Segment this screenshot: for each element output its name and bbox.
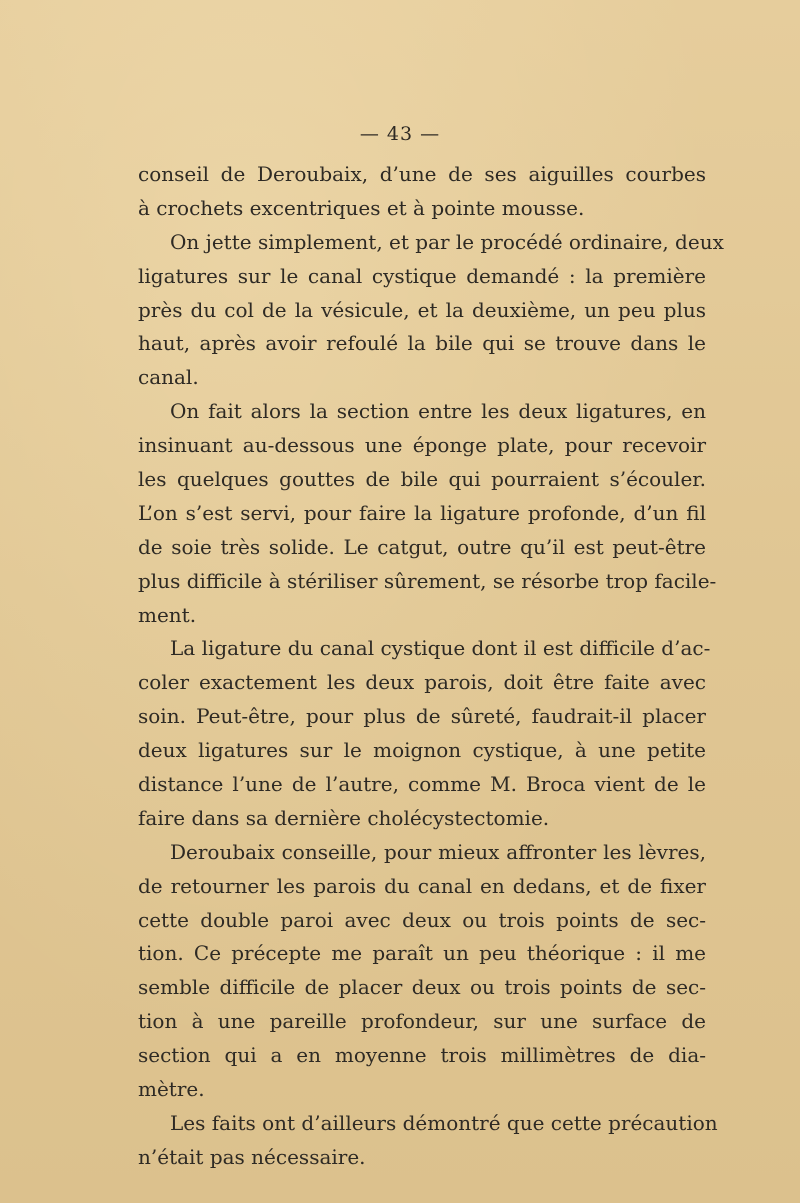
text-line: coler exactement les deux parois, doit être faite avec <box>138 670 706 695</box>
text-line: soin. Peut-être, pour plus de sûreté, faudrait-il placer <box>138 704 706 729</box>
text-line: faire dans sa dernière cholécystectomie. <box>138 805 550 830</box>
text-line: ligatures sur le canal cystique demandé : la première <box>138 263 706 288</box>
text-line: On fait alors la section entre les deux ligatures, en <box>170 399 706 424</box>
text-line: distance l’une de l’autre, comme M. Broca vient de le <box>138 772 706 797</box>
text-line: deux ligatures sur le moignon cystique, à une petite <box>138 738 706 763</box>
text-line: tion. Ce précepte me paraît un peu théorique : il me <box>138 941 706 966</box>
text-line: section qui a en moyenne trois millimètres de dia- <box>138 1043 706 1068</box>
text-line: insinuant au-dessous une éponge plate, pour recevoir <box>138 433 706 458</box>
text-line: à crochets excentriques et à pointe mousse. <box>138 195 585 220</box>
text-line: ment. <box>138 602 197 627</box>
text-line: haut, après avoir refoulé la bile qui se trouve dans le <box>138 331 706 356</box>
text-line: cette double paroi avec deux ou trois points de sec- <box>138 907 706 932</box>
text-line: les quelques gouttes de bile qui pourraient s’écouler. <box>138 467 706 492</box>
page-number: — 43 — <box>359 123 441 145</box>
text-line: Deroubaix conseille, pour mieux affronter les lèvres, <box>170 839 706 864</box>
text-line: plus difficile à stériliser sûrement, se résorbe trop facile- <box>138 568 717 593</box>
text-line: L’on s’est servi, pour faire la ligature profonde, d’un fil <box>138 500 706 525</box>
text-line: La ligature du canal cystique dont il est difficile d’ac- <box>170 636 711 661</box>
text-line: conseil de Deroubaix, d’une de ses aiguilles courbes <box>138 162 706 186</box>
text-line: semble difficile de placer deux ou trois points de sec- <box>138 975 706 1000</box>
text-line: canal. <box>138 365 199 390</box>
text-line: près du col de la vésicule, et la deuxième, un peu plus <box>138 297 706 322</box>
text-line: mètre. <box>138 1077 205 1102</box>
text-line: On jette simplement, et par le procédé ordinaire, deux <box>170 229 724 254</box>
text-line: n’était pas nécessaire. <box>138 1144 366 1169</box>
text-line: de retourner les parois du canal en dedans, et de fixer <box>138 873 706 898</box>
body-text <box>138 158 724 1175</box>
text-line: tion à une pareille profondeur, sur une surface de <box>138 1009 706 1034</box>
text-line: Les faits ont d’ailleurs démontré que cette précaution <box>170 1110 718 1135</box>
text-line: de soie très solide. Le catgut, outre qu’il est peut-être <box>138 534 706 559</box>
